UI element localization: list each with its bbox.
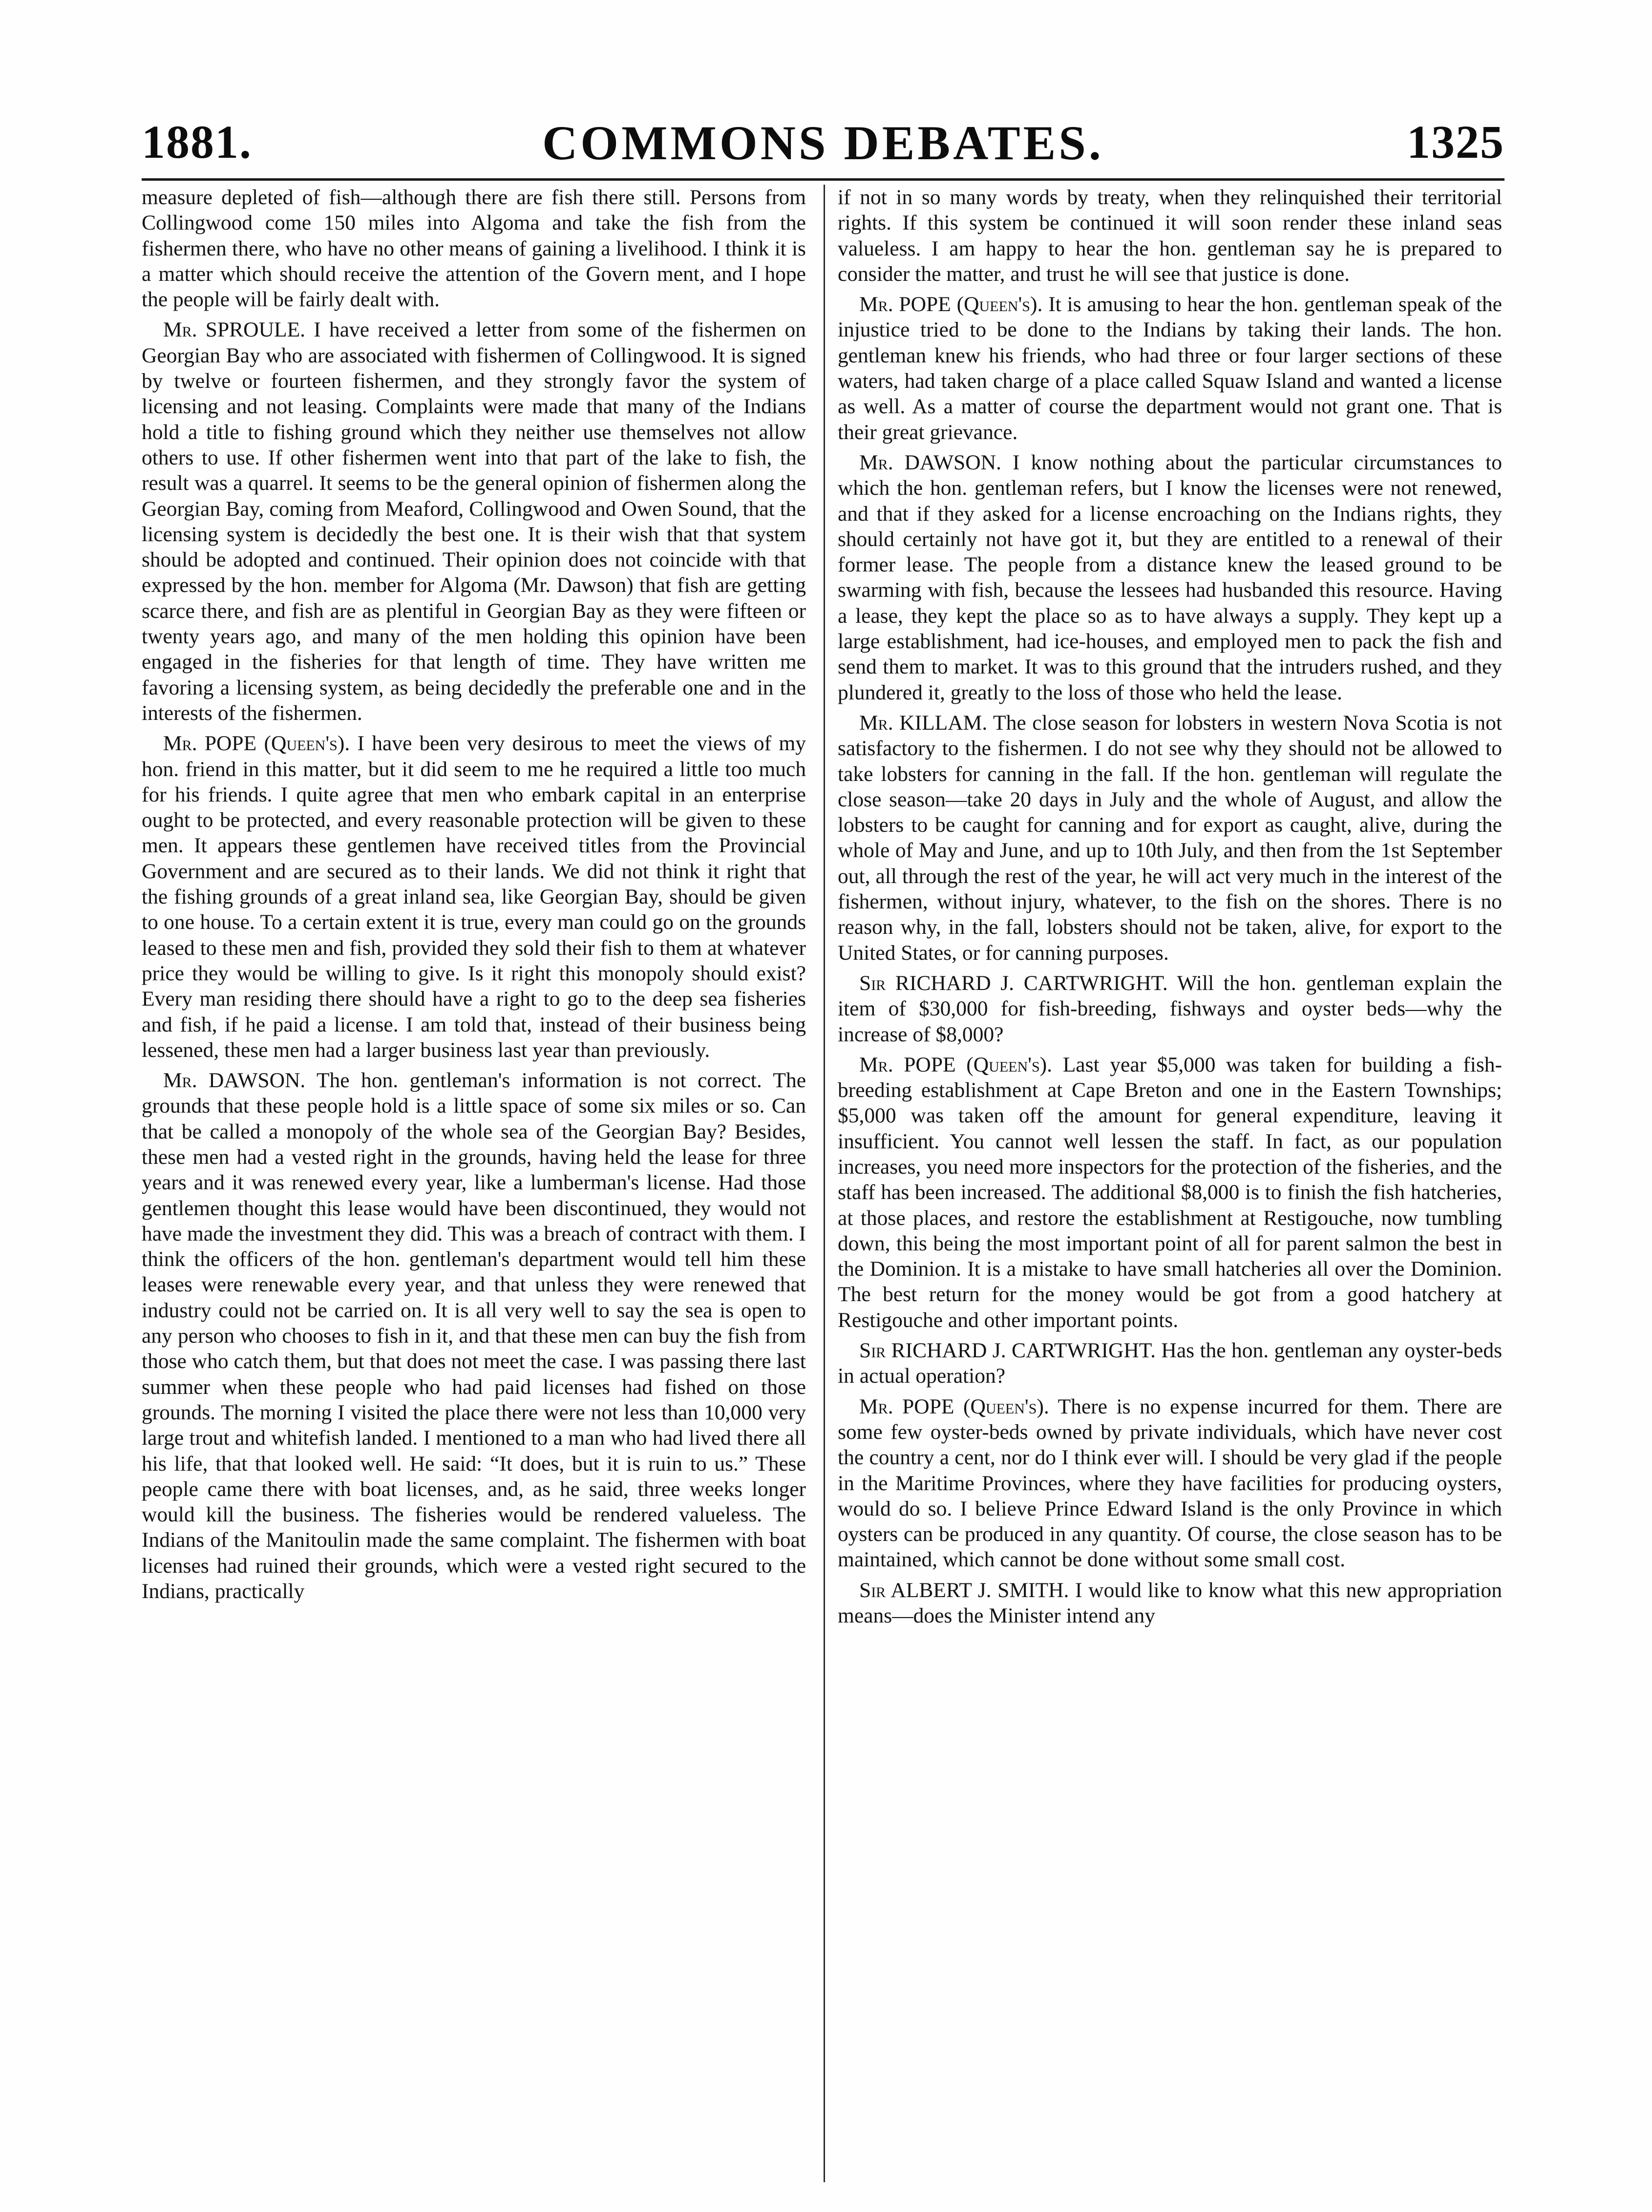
paragraph-text: measure depleted of fish—although there are fish there still. Persons from Collingwood come 150 miles into Algoma and take the fish from the fishermen there, who have no other means of gaining a livelihood. I think it is a matter which should receive the attention of the Govern ment, and I hope the people will be fairly dealt with. [142,186,806,312]
header-page-number: 1325 [1407,116,1504,168]
speaker-name: Mr. POPE (Queen's). [859,1053,1053,1076]
paragraph [838,1394,1502,1573]
paragraph-text: It is amusing to hear the hon. gentleman speak of the injustice tried to be done to the Indians by taking their lands. The hon. gentleman knew his friends, who had three or four larger sections of these waters, had taken charge of a place called Squaw Island and wanted a license as well. As a matter of course the department would not grant one. That is their great grievance. [838,293,1502,444]
paragraph-text: Last year $5,000 was taken for building a fish-breeding establishment at Cape Breton and one in the Eastern Townships; $5,000 was taken off the amount for general expenditure, leaving it insufficient. You cannot well lessen the staff. In fact, as our population increases, you need more inspectors for the protection of the fisheries, and the staff has been increased. The additional $8,000 is to finish the fish hatcheries, at those places, and restore the establishment at Restigouche, now tumbling down, this being the most important point of all for parent salmon the best in the Dominion. It is a mistake to have small hatcheries all over the Dominion. The best return for the money would be got from a good hatchery at Restigouche and other important points. [838,1053,1502,1332]
speaker-name: Sir ALBERT J. SMITH. [859,1578,1069,1602]
paragraph-text: I have been very desirous to meet the views of my hon. friend in this matter, but it did seem to me he required a little too much for his friends. I quite agree that men who embark capital in an enterprise ought to be protected, and every reasonable protection will be given to these men. It appears these gentlemen have received titles from the Provincial Government and are secured as to their lands. We did not think it right that the fishing grounds of a great inland sea, like Georgian Bay, should be given to one house. To a certain extent it is true, every man could go on the grounds leased to these men and fish, provided they sold their fish to them at whatever price they would be willing to give. Is it right this monopoly should exist? Every man residing there should have a right to go to the deep sea fisheries and fish, if he paid a license. I am told that, instead of their business being lessened, these men had a larger business last year than previously. [142,732,806,1062]
paragraph [838,450,1502,705]
paragraph-text: I have received a letter from some of the fishermen on Georgian Bay who are associated with fishermen of Collingwood. It is signed by twelve or fourteen fishermen, and they strongly favor the system of licensing and not leasing. Complaints were made that many of the Indians hold a title to fishing ground which they neither use themselves not allow others to use. If other fishermen went into that part of the lake to fish, the result was a quarrel. It seems to be the general opinion of fishermen along the Georgian Bay, coming from Meaford, Collingwood and Owen Sound, that the licensing system is decidedly the best one. It is their wish that that system should be adopted and continued. Their opinion does not coincide with that expressed by the hon. member for Algoma (Mr. Dawson) that fish are getting scarce there, and fish are as plentiful in Georgian Bay as they were fifteen or twenty years ago, and many of the men holding this opinion have been engaged in the fisheries for that length of time. They have written me favoring a licensing system, as being decidedly the preferable one and in the interests of the fishermen. [142,318,806,725]
header-year: 1881. [142,116,252,168]
speaker-name: Mr. POPE (Queen's). [163,732,350,756]
paragraph [142,731,806,1063]
speaker-name: Mr. DAWSON. [163,1069,306,1093]
speaker-name: Sir RICHARD J. CARTWRIGHT. [859,1339,1156,1363]
speaker-name: Mr. SPROULE. [163,318,306,342]
paragraph [838,292,1502,445]
paragraph [838,1338,1502,1389]
paragraph-text: The close season for lobsters in western Nova Scotia is not satisfactory to the fishermen. I do not see why they should not be allowed to take lobsters for canning in the fall. If the hon. gentleman will regulate the close season—take 20 days in July and the whole of August, and allow the lobsters to be caught for canning and for export as caught, alive, during the whole of May and June, and up to 10th July, and then from the 1st September out, all through the rest of the year, he will act very much in the interest of the fishermen, without injury, whatever, to the fish on the shores. There is no reason why, in the fall, lobsters should not be taken, alive, for export to the United States, or for canning purposes. [838,711,1502,965]
paragraph [838,970,1502,1047]
paragraph-text: I know nothing about the particular circumstances to which the hon. gentleman refers, but I know the licenses were not renewed, and that if they asked for a license encroaching on the Indians rights, they should certainly not have got it, but they are entitled to a renewal of their former lease. The people from a distance knew the leased ground to be swarming with fish, because the lessees had husbanded this resource. Having a lease, they kept the place so as to have always a supply. They kept up a large establishment, had ice-houses, and employed men to pack the fish and send them to market. It was to this ground that the intruders rushed, and they plundered it, greatly to the loss of those who held the lease. [838,450,1502,704]
paragraph-text: Will the hon. gentleman explain the item of $30,000 for fish-breeding, fishways and oyster beds—why the increase of $8,000? [838,971,1502,1046]
speaker-name: Mr. KILLAM. [859,711,988,735]
paragraph [838,1578,1502,1629]
speaker-name: Sir RICHARD J. CARTWRIGHT. [859,971,1168,995]
paragraph-text: I would like to know what this new appropriation means—does the Minister intend any [838,1578,1502,1628]
header-rule [142,178,1504,181]
page-header [142,105,1504,178]
paragraph [838,710,1502,966]
speaker-name: Mr. DAWSON. [859,450,1001,474]
paragraph [142,317,806,726]
paragraph [838,185,1502,287]
speaker-name: Mr. POPE (Queen's). [859,1394,1049,1418]
paragraph [838,1052,1502,1333]
paragraph-text: Has the hon. gentleman any oyster-beds in actual operation? [838,1339,1502,1388]
paragraph [142,185,806,312]
paragraph-text: There is no expense incurred for them. There are some few oyster-beds owned by private individuals, which have never cost the country a cent, nor do I think ever will. I should be very glad if the people in the Maritime Provinces, where they have facilities for producing oysters, would do so. I believe Prince Edward Island is the only Province in which oysters can be produced in any quantity. Of course, the close season has to be maintained, which cannot be done without some small cost. [838,1394,1502,1572]
right-column [838,185,1502,2177]
paragraph [142,1068,806,1604]
speaker-name: Mr. POPE (Queen's). [859,293,1043,316]
header-title: COMMONS DEBATES. [542,116,1104,170]
paragraph-text: if not in so many words by treaty, when they relinquished their territorial rights. If this system be continued it will soon render these inland seas valueless. I am happy to hear the hon. gentleman say he is prepared to consider the matter, and trust he will see that justice is done. [838,186,1502,286]
left-column [142,185,806,2177]
column-divider [824,185,825,2182]
paragraph-text: The hon. gentleman's information is not correct. The grounds that these people hold is a little space of some six miles or so. Can that be called a monopoly of the whole sea of the Georgian Bay? Besides, these men had a vested right in the grounds, having held the lease for three years and it was renewed every year, like a lumberman's license. Had those gentlemen thought this lease would have been discontinued, they would not have made the investment they did. This was a breach of contract with them. I think the officers of the hon. gentleman's department would tell him these leases were renewable every year, and that unless they were renewed that industry could not be carried on. It is all very well to say the sea is open to any person who chooses to fish in it, and that these men can buy the fish from those who catch them, but that does not meet the case. I was passing there last summer when these people who had paid licenses had fished on those grounds. The morning I visited the place there were not less than 10,000 very large trout and whitefish landed. I mentioned to a man who had lived there all his life, that that looked well. He said: “It does, but it is ruin to us.” These people came there with boat licenses, and, as he said, three weeks longer would kill the business. The fisheries would be rendered valueless. The Indians of the Manitoulin made the same complaint. The fishermen with boat licenses had ruined their grounds, which were a vested right secured to the Indians, practically [142,1069,806,1603]
